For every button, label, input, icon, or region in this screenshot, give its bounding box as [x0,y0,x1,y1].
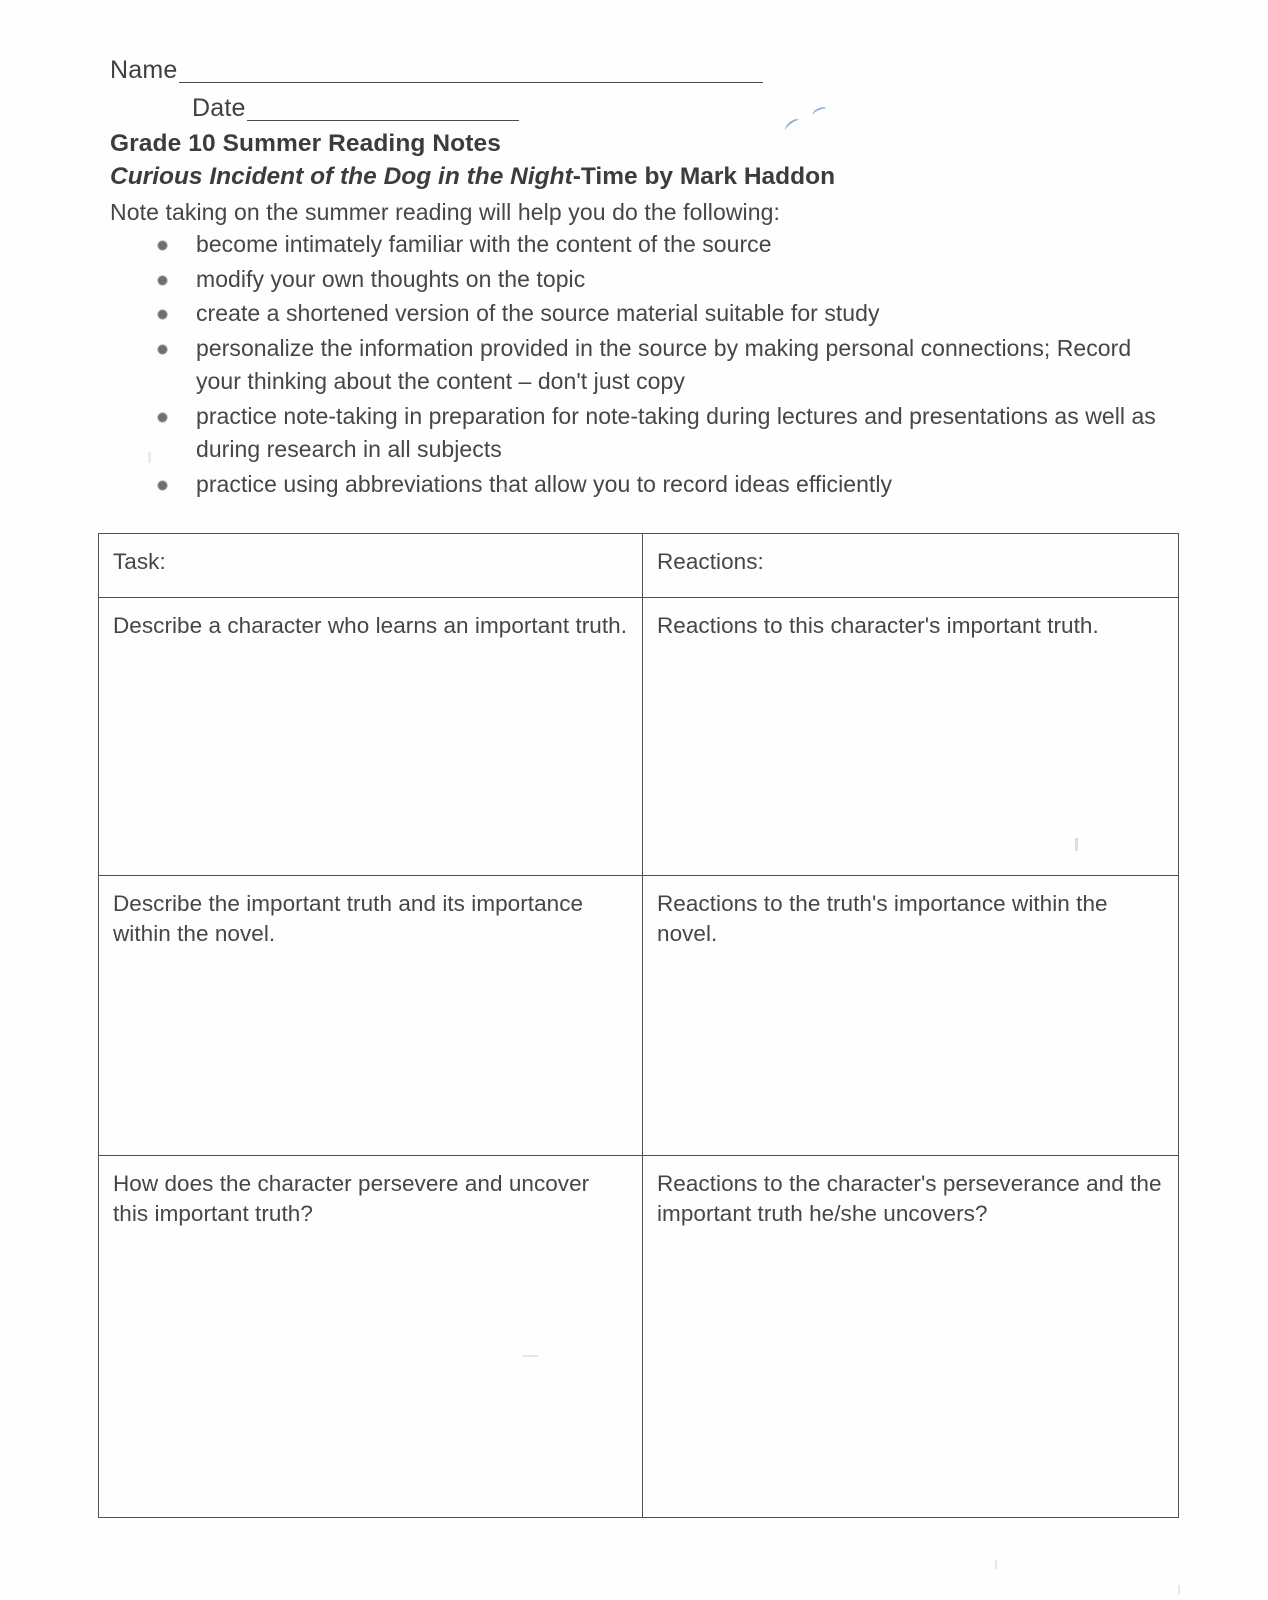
task-cell[interactable]: How does the character persevere and uncover this important truth? [99,1156,643,1518]
task-cell[interactable]: Describe the important truth and its importance within the novel. [99,876,643,1156]
list-item-label: modify your own thoughts on the topic [196,265,586,292]
scan-speck [995,1560,997,1569]
list-item-label: become intimately familiar with the content of the source [196,231,772,257]
list-item [110,400,1170,467]
pen-mark-icon [811,106,828,119]
table-row [99,1156,1179,1518]
task-cell[interactable]: Describe a character who learns an important truth. [99,598,643,876]
bullet-dot-icon [158,345,167,354]
date-field-row [192,94,519,121]
bullet-dot-icon [158,413,167,422]
date-label: Date [192,94,246,122]
table-header-row [99,534,1179,598]
bullet-dot-icon [158,276,167,285]
objectives-list [110,228,1170,502]
list-item-label: practice using abbreviations that allow you to record ideas efficiently [196,470,893,497]
list-item [110,228,1170,262]
reaction-cell[interactable]: Reactions to the truth's importance within the novel. [643,876,1179,1156]
book-title-plain: -Time by Mark Haddon [572,163,836,190]
list-item [110,468,1170,502]
bullet-dot-icon [158,310,167,319]
table-row [99,876,1179,1156]
scan-speck [1178,1585,1180,1594]
name-input-line[interactable] [179,56,763,83]
list-item [110,297,1170,331]
list-item-label: practice note-taking in preparation for note-taking during lectures and presentations as well as during research in all subjects [196,402,1156,462]
notes-table [98,533,1179,1518]
list-item [110,263,1170,297]
column-header-reactions: Reactions: [643,534,1179,598]
name-label: Name [110,56,178,84]
page-title: Grade 10 Summer Reading Notes [110,130,501,157]
list-item [110,332,1170,399]
pen-mark-icon [783,117,802,134]
reaction-cell[interactable]: Reactions to the character's perseverance and the important truth he/she uncovers? [643,1156,1179,1518]
date-input-line[interactable] [247,94,519,121]
reaction-cell[interactable]: Reactions to this character's important truth. [643,598,1179,876]
list-item-label: personalize the information provided in the source by making personal connections; Record your thinking about the content – don't just copy [196,334,1132,394]
book-title-line [110,163,835,191]
bullet-dot-icon [158,481,167,490]
bullet-dot-icon [158,241,167,250]
list-item-label: create a shortened version of the source material suitable for study [196,300,880,326]
column-header-task: Task: [99,534,643,598]
book-title-italic: Curious Incident of the Dog in the Night [110,163,573,190]
name-field-row [110,56,763,83]
lead-in-text: Note taking on the summer reading will help you do the following: [110,199,781,225]
table-row [99,598,1179,876]
